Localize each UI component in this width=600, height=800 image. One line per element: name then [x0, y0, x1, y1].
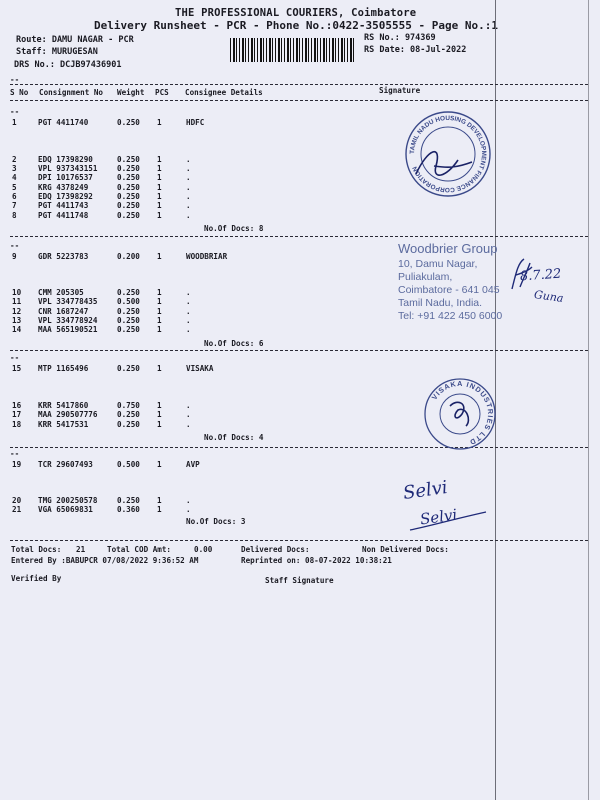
row-pcs: 1 [157, 460, 162, 469]
row-pcs: 1 [157, 420, 162, 429]
row-sno: 6 [12, 192, 17, 201]
footer-separator [10, 540, 588, 541]
row-weight: 0.250 [117, 164, 140, 173]
row-consignment: KRG 4378249 [38, 183, 89, 192]
row-consignee-dot: . [186, 297, 191, 306]
row-sno: 7 [12, 201, 17, 210]
row-pcs: 1 [157, 316, 162, 325]
row-consignee-dot: . [186, 288, 191, 297]
row-sno: 10 [12, 288, 22, 297]
row-consignee-dot: . [186, 164, 191, 173]
row-weight: 0.250 [117, 211, 140, 220]
col-pcs: PCS [155, 88, 169, 97]
group-separator [10, 350, 588, 351]
row-weight: 0.250 [117, 496, 140, 505]
row-consignee-dot: . [186, 192, 191, 201]
rs-date: RS Date: 08-Jul-2022 [364, 45, 467, 55]
margin-line-right [588, 0, 589, 800]
separator-mark: -- [10, 353, 20, 362]
separator-mark: -- [10, 107, 20, 116]
row-pcs: 1 [157, 496, 162, 505]
row-weight: 0.250 [117, 307, 140, 316]
total-cod-value: 0.00 [194, 545, 213, 554]
row-pcs: 1 [157, 410, 162, 419]
row-sno: 20 [12, 496, 22, 505]
row-weight: 0.250 [117, 288, 140, 297]
staff-signature: Staff Signature [265, 576, 334, 585]
row-consignee-dot: . [186, 155, 191, 164]
row-consignment: TMG 200250578 [38, 496, 98, 505]
row-weight: 0.360 [117, 505, 140, 514]
stamp-line: 10, Damu Nagar, [398, 258, 478, 270]
row-sno: 17 [12, 410, 22, 419]
row-sno: 5 [12, 183, 17, 192]
total-docs-label: Total Docs: [11, 545, 62, 554]
runsheet-title: Delivery Runsheet - PCR - Phone No.:0422-3505555 - Page No.:1 [94, 19, 498, 32]
row-weight: 0.500 [117, 460, 140, 469]
row-consignment: VGA 65069831 [38, 505, 93, 514]
row-weight: 0.750 [117, 401, 140, 410]
col-weight: Weight [117, 88, 145, 97]
row-sno: 19 [12, 460, 22, 469]
row-pcs: 1 [157, 201, 162, 210]
total-docs-value: 21 [76, 545, 86, 554]
row-pcs: 1 [157, 401, 162, 410]
row-consignee: WOODBRIAR [186, 252, 228, 261]
row-consignee-dot: . [186, 496, 191, 505]
row-sno: 2 [12, 155, 17, 164]
row-pcs: 1 [157, 288, 162, 297]
row-consignee: AVP [186, 460, 200, 469]
row-sno: 3 [12, 164, 17, 173]
row-weight: 0.250 [117, 155, 140, 164]
row-consignee-dot: . [186, 410, 191, 419]
handwritten-signature-2: Selvi [418, 505, 459, 529]
row-consignee-dot: . [186, 183, 191, 192]
row-sno: 21 [12, 505, 22, 514]
visaka-stamp-text: VISAKA INDUSTRIES LTD [429, 378, 496, 448]
stamp-line: Coimbatore - 641 045 [398, 284, 500, 296]
row-weight: 0.250 [117, 325, 140, 334]
non-delivered-docs: Non Delivered Docs: [362, 545, 449, 554]
group-separator [10, 236, 588, 237]
row-pcs: 1 [157, 155, 162, 164]
group-docs-count: No.Of Docs: 8 [204, 224, 264, 233]
verified-by: Verified By [11, 574, 62, 583]
row-pcs: 1 [157, 325, 162, 334]
group-docs-count: No.Of Docs: 3 [186, 517, 246, 526]
row-sno: 9 [12, 252, 17, 261]
row-sno: 13 [12, 316, 22, 325]
row-weight: 0.250 [117, 201, 140, 210]
row-consignment: PGT 4411743 [38, 201, 89, 210]
row-consignee: HDFC [186, 118, 205, 127]
row-weight: 0.250 [117, 192, 140, 201]
row-pcs: 1 [157, 307, 162, 316]
row-consignment: MAA 290507776 [38, 410, 98, 419]
row-consignee-dot: . [186, 325, 191, 334]
rs-number: RS No.: 974369 [364, 33, 436, 43]
row-weight: 0.250 [117, 410, 140, 419]
handwritten-signature: Selvi [401, 476, 449, 505]
row-consignment: GDR 5223783 [38, 252, 89, 261]
col-consignee: Consignee Details [185, 88, 263, 97]
row-consignment: PGT 4411740 [38, 118, 89, 127]
row-weight: 0.250 [117, 316, 140, 325]
col-consignment: Consignment No [39, 88, 104, 97]
row-consignee-dot: . [186, 173, 191, 182]
row-weight: 0.250 [117, 420, 140, 429]
row-pcs: 1 [157, 192, 162, 201]
visaka-stamp [422, 376, 498, 452]
row-sno: 15 [12, 364, 22, 373]
row-consignment: MAA 565190521 [38, 325, 98, 334]
row-pcs: 1 [157, 505, 162, 514]
row-pcs: 1 [157, 297, 162, 306]
col-sno: S No [10, 88, 29, 97]
company-title: THE PROFESSIONAL COURIERS, Coimbatore [175, 7, 417, 19]
col-signature: Signature [379, 86, 421, 95]
reprinted-on: Reprinted on: 08-07-2022 10:38:21 [241, 556, 392, 565]
row-weight: 0.250 [117, 364, 140, 373]
group-docs-count: No.Of Docs: 6 [204, 339, 264, 348]
row-pcs: 1 [157, 252, 162, 261]
row-sno: 8 [12, 211, 17, 220]
row-consignee-dot: . [186, 211, 191, 220]
row-consignment: VPL 937343151 [38, 164, 98, 173]
separator-mark: -- [10, 241, 20, 250]
barcode [230, 38, 356, 62]
separator-line [10, 84, 588, 85]
row-pcs: 1 [157, 164, 162, 173]
row-sno: 18 [12, 420, 22, 429]
row-weight: 0.250 [117, 118, 140, 127]
row-pcs: 1 [157, 118, 162, 127]
row-consignment: CMM 205305 [38, 288, 84, 297]
drs-number: DRS No.: DCJB97436901 [14, 60, 122, 70]
handwritten-date: 8.7.22 [519, 266, 562, 285]
row-sno: 4 [12, 173, 17, 182]
separator-line [10, 100, 588, 101]
row-consignment: KRR 5417531 [38, 420, 89, 429]
row-consignment: KRR 5417860 [38, 401, 89, 410]
hdfc-stamp [402, 108, 494, 200]
row-sno: 11 [12, 297, 22, 306]
stamp-line: Tel: +91 422 450 6000 [398, 310, 503, 322]
row-pcs: 1 [157, 364, 162, 373]
row-consignment: TCR 29607493 [38, 460, 93, 469]
delivered-docs: Delivered Docs: [241, 545, 310, 554]
row-consignment: VPL 334778924 [38, 316, 98, 325]
staff-label: Staff: MURUGESAN [16, 47, 98, 57]
row-consignee-dot: . [186, 316, 191, 325]
entered-by: Entered By :BABUPCR 07/08/2022 9:36:52 AM [11, 556, 199, 565]
row-pcs: 1 [157, 173, 162, 182]
stamp-line: Tamil Nadu, India. [398, 297, 483, 309]
row-consignment: PGT 4411748 [38, 211, 89, 220]
total-cod-label: Total COD Amt: [107, 545, 172, 554]
stamp-line: Woodbrier Group [398, 241, 498, 256]
row-pcs: 1 [157, 211, 162, 220]
row-consignment: VPL 334778435 [38, 297, 98, 306]
row-consignee-dot: . [186, 401, 191, 410]
row-consignment: MTP 1165496 [38, 364, 89, 373]
row-weight: 0.500 [117, 297, 140, 306]
row-consignment: EDQ 17398292 [38, 192, 93, 201]
row-consignee-dot: . [186, 420, 191, 429]
signature-scribble [506, 255, 536, 295]
row-weight: 0.200 [117, 252, 140, 261]
row-weight: 0.250 [117, 183, 140, 192]
stamp-line: Puliakulam, [398, 271, 453, 283]
row-sno: 16 [12, 401, 22, 410]
handwritten-name: Guna [533, 288, 565, 305]
row-consignee-dot: . [186, 201, 191, 210]
woodbriar-stamp [398, 241, 502, 322]
signature-underline [400, 500, 490, 540]
separator-mark: -- [10, 449, 20, 458]
row-sno: 1 [12, 118, 17, 127]
row-consignee-dot: . [186, 505, 191, 514]
route-label: Route: DAMU NAGAR - PCR [16, 35, 134, 45]
row-pcs: 1 [157, 183, 162, 192]
row-consignee: VISAKA [186, 364, 214, 373]
row-sno: 12 [12, 307, 22, 316]
row-consignment: CNR 1687247 [38, 307, 89, 316]
row-consignee-dot: . [186, 307, 191, 316]
row-weight: 0.250 [117, 173, 140, 182]
separator-mark: -- [10, 75, 20, 84]
group-separator [10, 447, 588, 448]
row-sno: 14 [12, 325, 22, 334]
row-consignment: EDQ 17398290 [38, 155, 93, 164]
group-docs-count: No.Of Docs: 4 [204, 433, 264, 442]
hdfc-stamp-text: TAMIL NADU HOUSING DEVELOPMENT FINANCE CORPORATION [408, 114, 488, 194]
row-consignment: DPI 10176537 [38, 173, 93, 182]
